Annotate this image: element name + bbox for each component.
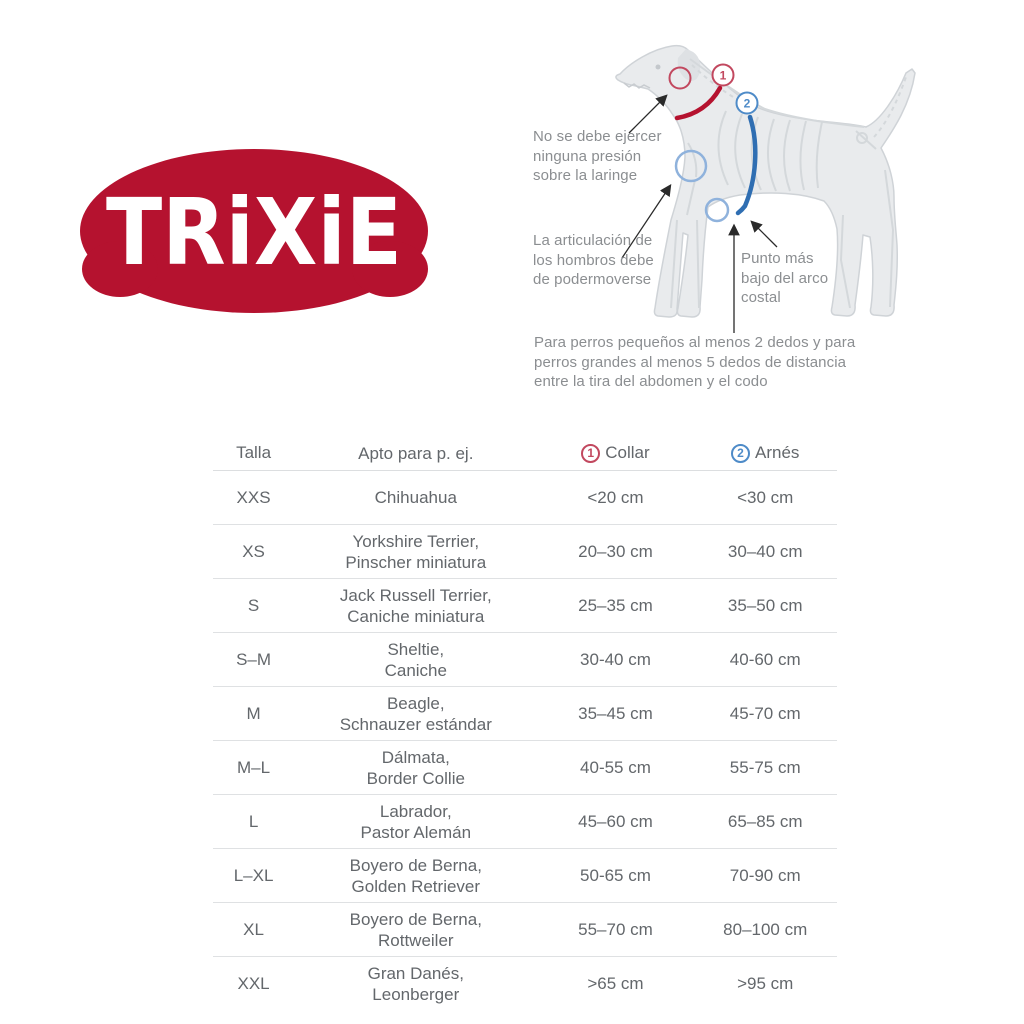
- marker-2-number: 2: [743, 96, 751, 111]
- annotation-line: La articulación de: [533, 232, 653, 249]
- collar-cell: <20 cm: [587, 487, 644, 507]
- annotation-line: ninguna presión: [533, 147, 642, 165]
- breed-line: Beagle,: [386, 693, 445, 713]
- breed-line: Yorkshire Terrier,: [352, 531, 480, 551]
- header-harness: [693, 443, 837, 463]
- shoulder-annotation: [533, 231, 723, 290]
- breed-line: Caniche: [384, 660, 447, 680]
- size-cell: XXS: [236, 487, 271, 507]
- collar-cell: 25–35 cm: [578, 595, 653, 615]
- size-cell: M–L: [237, 757, 271, 777]
- harness-cell: <30 cm: [737, 487, 794, 507]
- breed-cell: [294, 747, 537, 789]
- breed-line: Golden Retriever: [351, 876, 481, 896]
- table-row: [213, 957, 837, 1010]
- marker-1-number: 1: [719, 68, 727, 83]
- collar-cell: 35–45 cm: [578, 703, 653, 723]
- annotation-line: bajo del arco: [741, 269, 829, 287]
- annotation-line: costal: [741, 289, 781, 306]
- size-table: [213, 436, 837, 1010]
- table-row: [213, 633, 837, 687]
- collar-cell: 50-65 cm: [580, 865, 651, 885]
- breed-line: Rottweiler: [377, 930, 454, 950]
- size-cell: L: [248, 811, 259, 831]
- collar-number-icon: 1: [581, 444, 600, 463]
- breed-cell: [294, 855, 537, 897]
- harness-number-icon: 2: [731, 444, 750, 463]
- breed-line: Schnauzer estándar: [339, 714, 492, 734]
- annotation-line: Punto más: [741, 250, 814, 267]
- table-row: [213, 579, 837, 633]
- larynx-annotation: [533, 127, 713, 186]
- table-row: [213, 741, 837, 795]
- breed-line: Sheltie,: [387, 639, 445, 659]
- breed-cell: [294, 801, 537, 843]
- breed-line: Border Collie: [366, 768, 465, 788]
- size-cell: M: [246, 703, 261, 723]
- breed-cell: [294, 909, 537, 951]
- breed-line: Boyero de Berna,: [349, 909, 482, 929]
- breed-line: Gran Danés,: [367, 963, 464, 983]
- size-cell: S: [247, 595, 260, 615]
- header-collar-label: Collar: [605, 443, 650, 462]
- breed-cell: [294, 693, 537, 735]
- annotation-line: entre la tira del abdomen y el codo: [534, 373, 768, 390]
- size-cell: L–XL: [233, 865, 274, 885]
- breed-line: Labrador,: [379, 801, 452, 821]
- collar-cell: 45–60 cm: [578, 811, 653, 831]
- harness-cell: >95 cm: [737, 973, 794, 993]
- breed-cell: [294, 531, 537, 573]
- size-cell: XXL: [237, 973, 270, 993]
- table-row: [213, 903, 837, 957]
- logo-text: TRiXiE: [106, 179, 402, 286]
- breed-cell: [294, 487, 537, 508]
- collar-cell: 40-55 cm: [580, 757, 651, 777]
- harness-cell: 45-70 cm: [729, 703, 801, 723]
- harness-cell: 40-60 cm: [729, 649, 801, 669]
- annotation-line: de podermoverse: [533, 271, 652, 288]
- harness-cell: 30–40 cm: [727, 541, 803, 561]
- breed-line: Caniche miniatura: [347, 606, 485, 626]
- size-cell: XS: [242, 541, 265, 561]
- collar-cell: 30-40 cm: [580, 649, 651, 669]
- collar-cell: 20–30 cm: [578, 541, 653, 561]
- breed-line: Boyero de Berna,: [349, 855, 482, 875]
- collar-cell: >65 cm: [587, 973, 644, 993]
- breed-cell: [294, 963, 537, 1005]
- dog-eye: [656, 65, 661, 70]
- breed-cell: [294, 639, 537, 681]
- trixie-logo: [78, 147, 430, 315]
- annotation-line: los hombros debe: [533, 251, 654, 269]
- harness-cell: 35–50 cm: [727, 595, 803, 615]
- table-row: [213, 849, 837, 903]
- annotation-line: sobre la laringe: [533, 167, 638, 184]
- harness-cell: 65–85 cm: [727, 811, 803, 831]
- table-row: [213, 525, 837, 579]
- header-suitable: Apto para p. ej.: [358, 443, 474, 463]
- breed-cell: [294, 585, 537, 627]
- header-size: Talla: [236, 443, 272, 462]
- table-row: [213, 471, 837, 525]
- table-header: [213, 436, 837, 471]
- spacing-annotation: [534, 333, 914, 392]
- harness-cell: 70-90 cm: [729, 865, 801, 885]
- breed-line: Jack Russell Terrier,: [339, 585, 492, 605]
- annotation-line: perros grandes al menos 5 dedos de distancia: [534, 353, 847, 371]
- header-collar: [537, 443, 693, 463]
- harness-cell: 55-75 cm: [729, 757, 801, 777]
- ribcage-arrow-icon: [752, 222, 777, 247]
- size-cell: XL: [243, 919, 264, 939]
- breed-line: Chihuahua: [374, 488, 457, 507]
- breed-line: Leonberger: [372, 984, 460, 1004]
- size-cell: S–M: [236, 649, 272, 669]
- breed-line: Pinscher miniatura: [345, 552, 487, 572]
- header-harness-label: Arnés: [755, 443, 800, 462]
- ribcage-annotation: [741, 249, 891, 308]
- collar-cell: 55–70 cm: [578, 919, 653, 939]
- annotation-line: Para perros pequeños al menos 2 dedos y para: [534, 334, 856, 351]
- breed-line: Dálmata,: [381, 747, 450, 767]
- table-row: [213, 687, 837, 741]
- table-row: [213, 795, 837, 849]
- breed-line: Pastor Alemán: [360, 822, 472, 842]
- harness-cell: 80–100 cm: [723, 919, 808, 939]
- annotation-line: No se debe ejercer: [533, 128, 662, 145]
